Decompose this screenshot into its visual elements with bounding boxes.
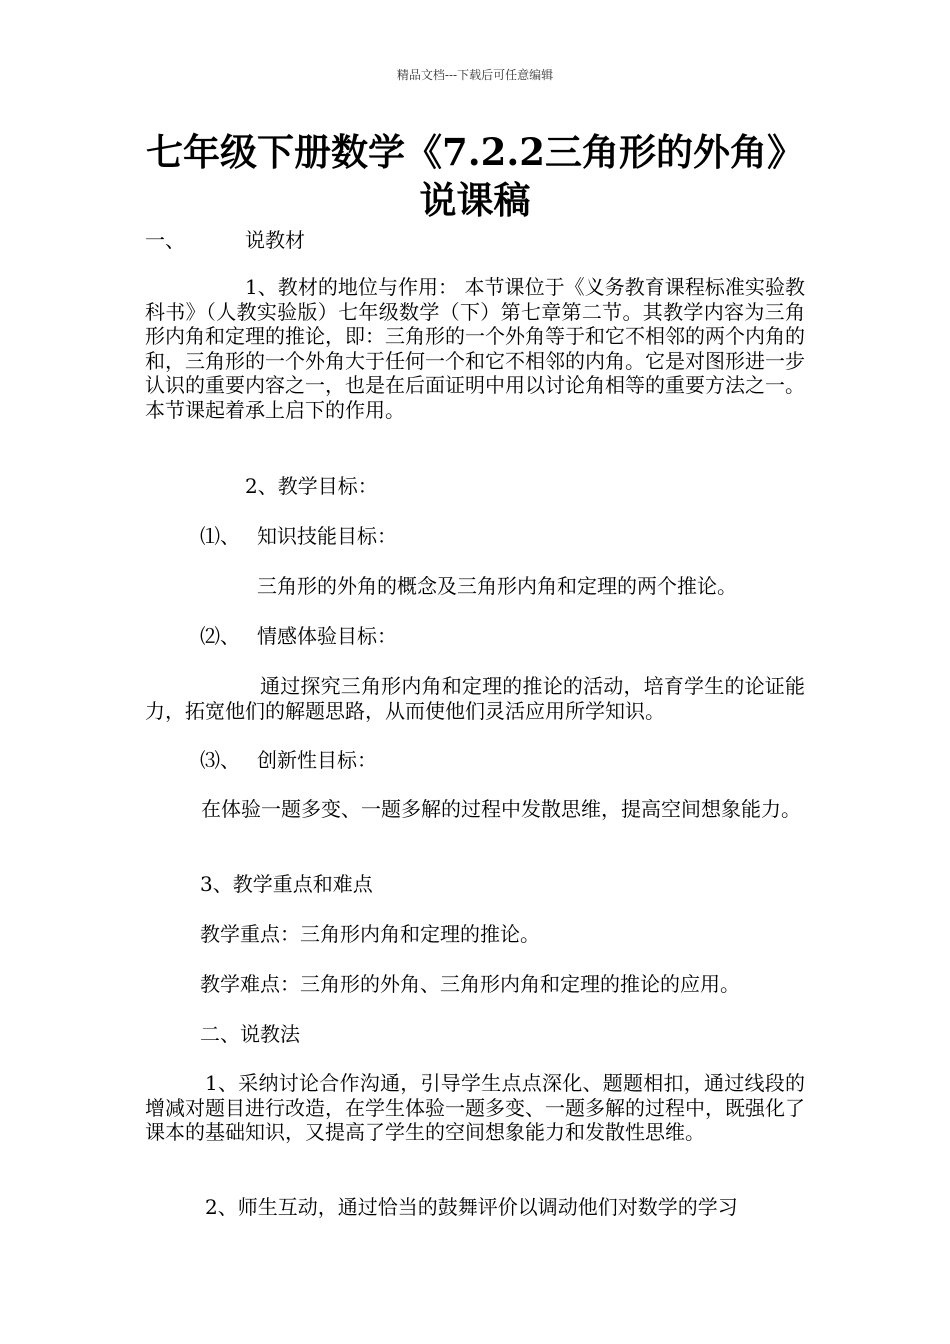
goal1-label: 知识技能目标： <box>257 524 397 548</box>
section2-heading: 二、说教法 <box>200 1022 300 1046</box>
difficulty-point: 教学难点：三角形的外角、三角形内角和定理的推论的应用。 <box>200 972 740 996</box>
teaching-method-1: 1、采纳讨论合作沟通，引导学生点点深化、题题相扣，通过线段的增减对题目进行改造，在学生体验一题多变、一题多解的过程中，既强化了课本的基础知识，又提高了学生的空间想象能力和发散性思维。 <box>145 1071 805 1144</box>
section1-heading: 说教材 <box>245 228 305 252</box>
paragraph-position-and-role: 1、教材的地位与作用： 本节课位于《义务教育课程标准实验教科书》（人教实验版）七年级数学（下）第七章第二节。其教学内容为三角形内角和定理的推论，即：三角形的一个外角等于和它不相邻的两个内角的和，三角形的一个外角大于任何一个和它不相邻的内角。它是对图形进一步认识的重要内容之一，也是在后面证明中用以讨论角相等的重要方法之一。本节课起着承上启下的作用。 <box>145 275 805 422</box>
goal1-number: ⑴、 <box>200 524 240 548</box>
keypoints-heading: 3、教学重点和难点 <box>200 872 373 896</box>
goal3-label: 创新性目标： <box>257 748 377 772</box>
goal2-label: 情感体验目标： <box>257 624 397 648</box>
teaching-method-2: 2、师生互动，通过恰当的鼓舞评价以调动他们对数学的学习 <box>205 1195 738 1219</box>
goal3-number: ⑶、 <box>200 748 240 772</box>
key-point: 教学重点：三角形内角和定理的推论。 <box>200 922 540 946</box>
goal3-text: 在体验一题多变、一题多解的过程中发散思维，提高空间想象能力。 <box>201 797 801 821</box>
goal2-number: ⑵、 <box>200 624 240 648</box>
goals-heading: 2、教学目标： <box>245 474 378 498</box>
document-title: 七年级下册数学《7.2.2三角形的外角》说课稿 <box>146 130 804 222</box>
goal2-text: 通过探究三角形内角和定理的推论的活动，培育学生的论证能力，拓宽他们的解题思路，从而使他们灵活应用所学知识。 <box>145 674 805 723</box>
section1-number: 一、 <box>145 228 185 252</box>
goal1-text: 三角形的外角的概念及三角形内角和定理的两个推论。 <box>257 574 737 598</box>
header-note: 精品文档---下载后可任意编辑 <box>396 68 554 82</box>
